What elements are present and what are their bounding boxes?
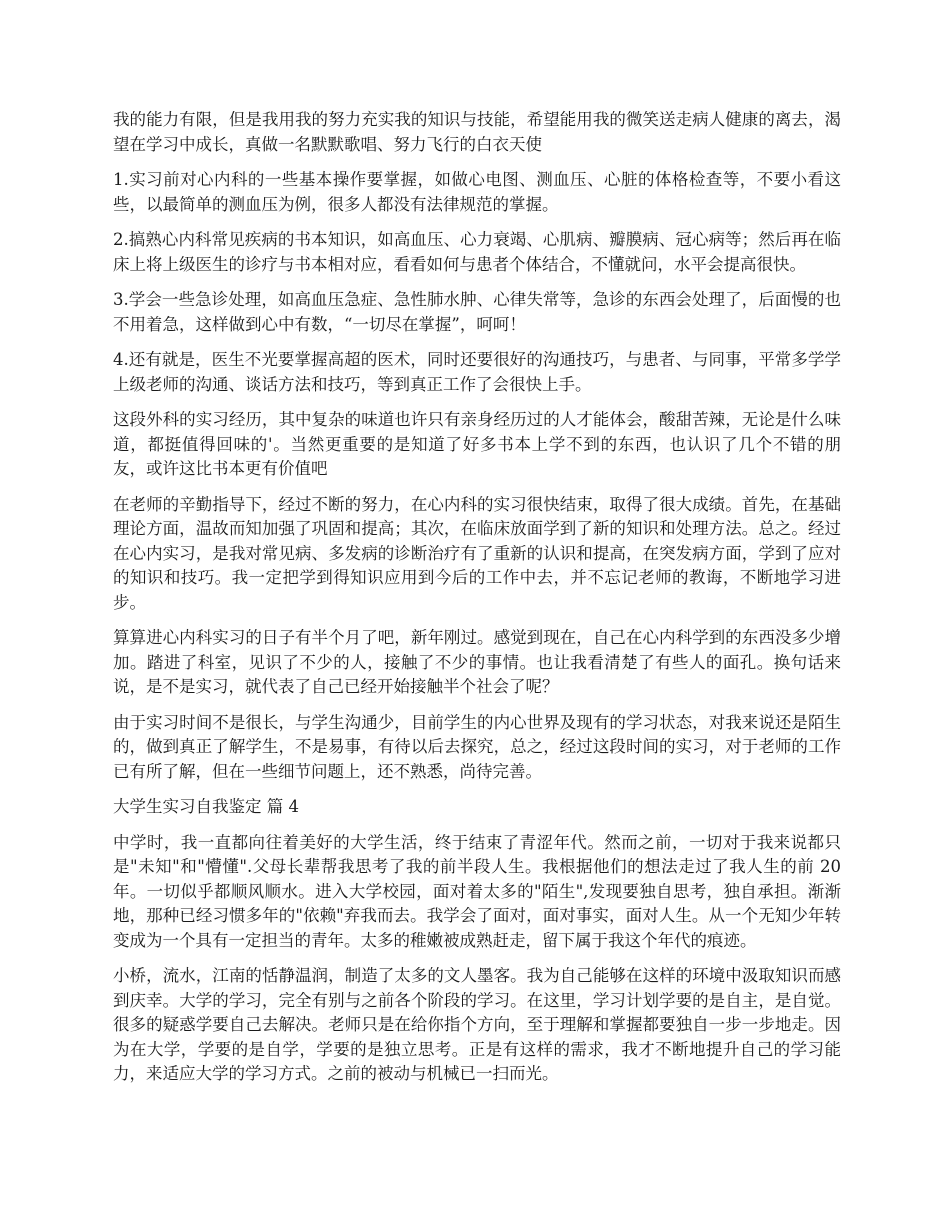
paragraph-jiangnan: 小桥，流水，江南的恬静温润，制造了太多的文人墨客。我为自己能够在这样的环境中汲取知识而感到庆幸。大学的学习，完全有别与之前各个阶段的学习。在这里，学习计划学要的是自主，是自觉。很多的疑惑学要自己去解决。老师只是在给你指个方向，至于理解和掌握都要独自一步一步地走。因为在大学，学要的是自学，学要的是独立思考。正是有这样的需求，我才不断地提升自己的学习能力，来适应大学的学习方式。之前的被动与机械已一扫而光。 <box>113 966 841 1083</box>
paragraph-tip-2: 2.搞熟心内科常见疾病的书本知识，如高血压、心力衰竭、心肌病、瓣膜病、冠心病等；然后再在临床上将上级医生的诊疗与书本相对应，看看如何与患者个体结合，不懂就问，水平会提高很快。 <box>113 230 841 274</box>
paragraph-half-month: 算算进心内科实习的日子有半个月了吧，新年刚过。感觉到现在，自己在心内科学到的东西没多少增加。踏进了科室，见识了不少的人，接触了不少的事情。也让我看清楚了有些人的面孔。换句话来说，是不是实习，就代表了自己已经开始接触半个社会了呢？ <box>113 628 841 696</box>
section-heading: 大学生实习自我鉴定 篇 4 <box>113 797 299 816</box>
paragraph-middle-school: 中学时，我一直都向往着美好的大学生活，终于结束了青涩年代。然而之前，一切对于我来说都只是"未知"和"懵懂".父母长辈帮我思考了我的前半段人生。我根据他们的想法走过了我人生的前 20 年。一切似乎都顺风顺水。进入大学校园，面对着太多的"陌生",发现要独自思考，独自承担。渐渐地，那种已经习惯多年的"依赖"弃我而去。我学会了面对，面对事实，面对人生。从一个无知少年转变成为一个具有一定担当的青年。太多的稚嫩被成熟赶走，留下属于我这个年代的痕迹。 <box>113 832 841 950</box>
paragraph-tip-3: 3.学会一些急诊处理，如高血压急症、急性肺水肿、心律失常等，急诊的东西会处理了，后面慢的也不用着急，这样做到心中有数，“一切尽在掌握”，呵呵！ <box>113 290 841 334</box>
paragraph-teacher-guidance: 在老师的辛勤指导下，经过不断的努力，在心内科的实习很快结束，取得了很大成绩。首先，在基础理论方面，温故而知加强了巩固和提高；其次，在临床放面学到了新的知识和处理方法。总之。经过在心内实习，是我对常见病、多发病的诊断治疗有了重新的认识和提高，在突发病方面，学到了应对的知识和技巧。我一定把学到得知识应用到今后的工作中去，并不忘记老师的教诲，不断地学习进步。 <box>113 494 841 612</box>
paragraph-tip-4: 4.还有就是，医生不光要掌握高超的医术，同时还要很好的沟通技巧，与患者、与同事，平常多学学上级老师的沟通、谈话方法和技巧，等到真正工作了会很快上手。 <box>113 350 841 394</box>
document-page <box>113 108 841 1098</box>
paragraph-intro: 我的能力有限，但是我用我的努力充实我的知识与技能，希望能用我的微笑送走病人健康的离去，渴望在学习中成长，真做一名默默歌唱、努力飞行的白衣天使 <box>113 110 841 154</box>
paragraph-short-internship: 由于实习时间不是很长，与学生沟通少，目前学生的内心世界及现有的学习状态，对我来说还是陌生的，做到真正了解学生，不是易事，有待以后去探究，总之，经过这段时间的实习，对于老师的工作已有所了解，但在一些细节问题上，还不熟悉，尚待完善。 <box>113 712 841 781</box>
paragraph-tip-1: 1.实习前对心内科的一些基本操作要掌握，如做心电图、测血压、心脏的体格检查等，不要小看这些，以最简单的测血压为例，很多人都没有法律规范的掌握。 <box>113 170 841 214</box>
paragraph-surgery-experience: 这段外科的实习经历，其中复杂的味道也许只有亲身经历过的人才能体会，酸甜苦辣，无论是什么味道，都挺值得回味的'。当然更重要的是知道了好多书本上学不到的东西，也认识了几个不错的朋友，或许这比书本更有价值吧 <box>113 410 841 478</box>
